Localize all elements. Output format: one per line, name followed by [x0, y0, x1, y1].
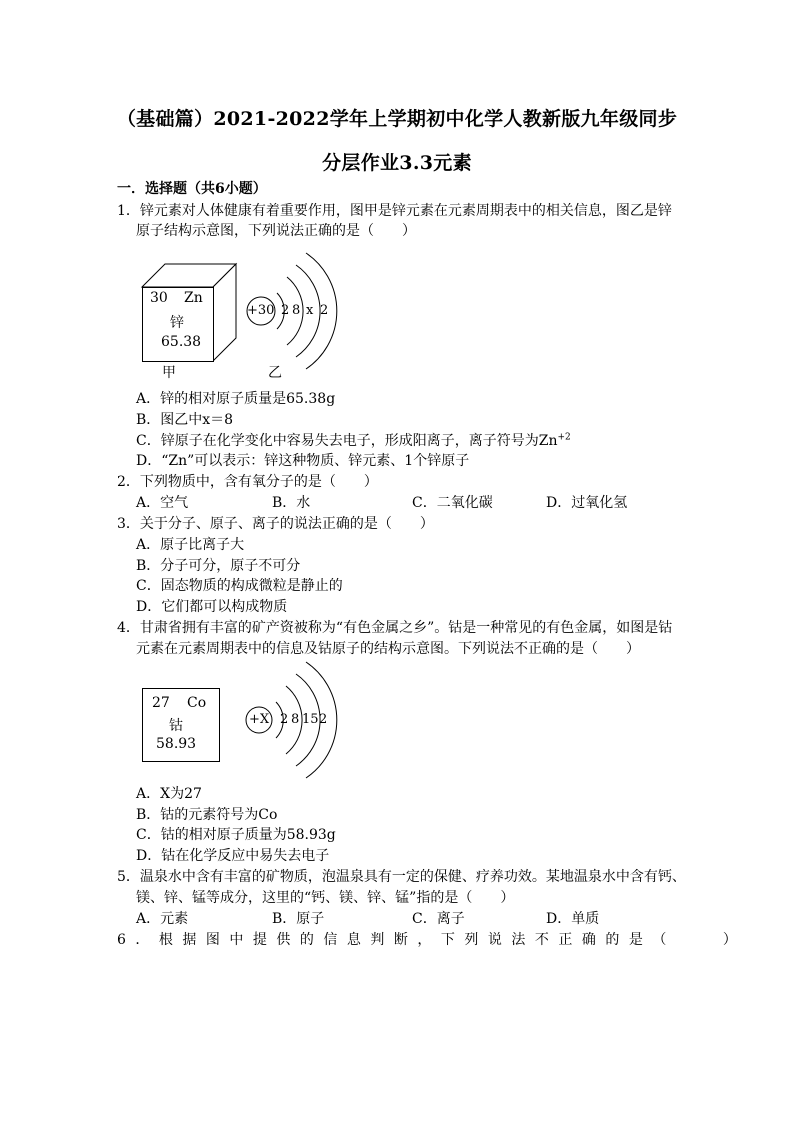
q4-atomic-mass: 58.93 — [156, 736, 197, 752]
q4-option-b: B．钴的元素符号为Co — [136, 807, 278, 823]
q4-shell-2: 8 — [291, 712, 300, 727]
q3-stem: 3．关于分子、原子、离子的说法正确的是（ ） — [117, 516, 434, 532]
q4-option-d: D．钴在化学反应中易失去电子 — [136, 848, 330, 864]
q1-shell-2: 8 — [292, 303, 301, 318]
q5-option-d: D．单质 — [546, 911, 600, 927]
q1-option-a: A．锌的相对原子质量是65.38g — [136, 391, 336, 407]
q1-figure-label-jia: 甲 — [162, 365, 176, 381]
q5-option-c: C．离子 — [412, 911, 465, 927]
q1-element-symbol: Zn — [184, 290, 203, 306]
q1-option-c — [136, 432, 571, 450]
q4-option-c: C．钴的相对原子质量为58.93g — [136, 827, 336, 843]
q2-option-b: B．水 — [272, 495, 311, 511]
page-title-line2: 分层作业3.3元素 — [322, 152, 472, 174]
q4-atomic-number: 27 — [152, 695, 170, 711]
q4-shell-1: 2 — [280, 712, 289, 727]
q3-option-b: B．分子可分，原子不可分 — [136, 558, 301, 574]
q5-option-a: A．元素 — [136, 911, 189, 927]
q2-option-a: A．空气 — [136, 495, 189, 511]
q4-option-a: A．X为27 — [136, 786, 202, 802]
q1-element-cell — [142, 287, 214, 362]
q4-shell-4: 2 — [319, 712, 328, 727]
q5-stem-line2: 镁、锌、锰等成分，这里的“钙、镁、锌、锰”指的是（ ） — [136, 890, 515, 906]
q2-option-c: C．二氧化碳 — [412, 495, 493, 511]
q4-shell-3: 15 — [302, 712, 319, 727]
q1-shell-3: x — [306, 303, 314, 318]
q5-option-b: B．原子 — [272, 911, 325, 927]
q1-option-b: B．图乙中x＝8 — [136, 412, 234, 428]
q4-stem-line1: 4．甘肃省拥有丰富的矿产资被称为“有色金属之乡”。钴是一种常见的有色金属，如图是钴 — [117, 620, 673, 636]
q4-element-cell — [142, 688, 220, 762]
q1-element-name: 锌 — [170, 315, 184, 331]
q1-option-d: D．“Zn”可以表示：锌这种物质、锌元素、1个锌原子 — [136, 453, 470, 469]
q4-element-name: 钴 — [169, 718, 183, 734]
q3-option-d: D．它们都可以构成物质 — [136, 599, 288, 615]
q3-option-c: C．固态物质的构成微粒是静止的 — [136, 578, 343, 594]
q1-stem-line2: 原子结构示意图，下列说法正确的是（ ） — [136, 223, 416, 239]
q1-atomic-number: 30 — [150, 290, 168, 306]
q6-stem: 6．根据图中提供的信息判断，下列说法不正确的是（ ） — [117, 932, 747, 948]
q2-stem: 2．下列物质中，含有氧分子的是（ ） — [117, 474, 378, 490]
q2-option-d: D．过氧化氢 — [546, 495, 628, 511]
q3-option-a: A．原子比离子大 — [136, 537, 245, 553]
q4-element-symbol: Co — [187, 695, 207, 711]
q4-nucleus-charge: +X — [249, 712, 270, 727]
q1-shell-4: 2 — [320, 303, 329, 318]
page-title-line1: （基础篇）2021-2022学年上学期初中化学人教新版九年级同步 — [116, 108, 678, 130]
section-heading: 一．选择题（共6小题） — [117, 181, 267, 197]
q1-nucleus-charge: +30 — [247, 303, 275, 318]
q1-figure-label-yi: 乙 — [268, 365, 282, 381]
q5-stem-line1: 5．温泉水中含有丰富的矿物质，泡温泉具有一定的保健、疗养功效。某地温泉水中含有钙、 — [117, 869, 686, 885]
q1-shell-1: 2 — [281, 303, 290, 318]
q4-stem-line2: 元素在元素周期表中的信息及钴原子的结构示意图。下列说法不正确的是（ ） — [136, 641, 640, 657]
q1-atomic-mass: 65.38 — [161, 334, 202, 350]
q1-stem-line1: 1．锌元素对人体健康有着重要作用，图甲是锌元素在元素周期表中的相关信息，图乙是锌 — [117, 203, 672, 219]
q1-option-c-charge: +2 — [557, 432, 571, 443]
q1-option-c-text: C．锌原子在化学变化中容易失去电子，形成阳离子，离子符号为Zn — [136, 433, 558, 449]
